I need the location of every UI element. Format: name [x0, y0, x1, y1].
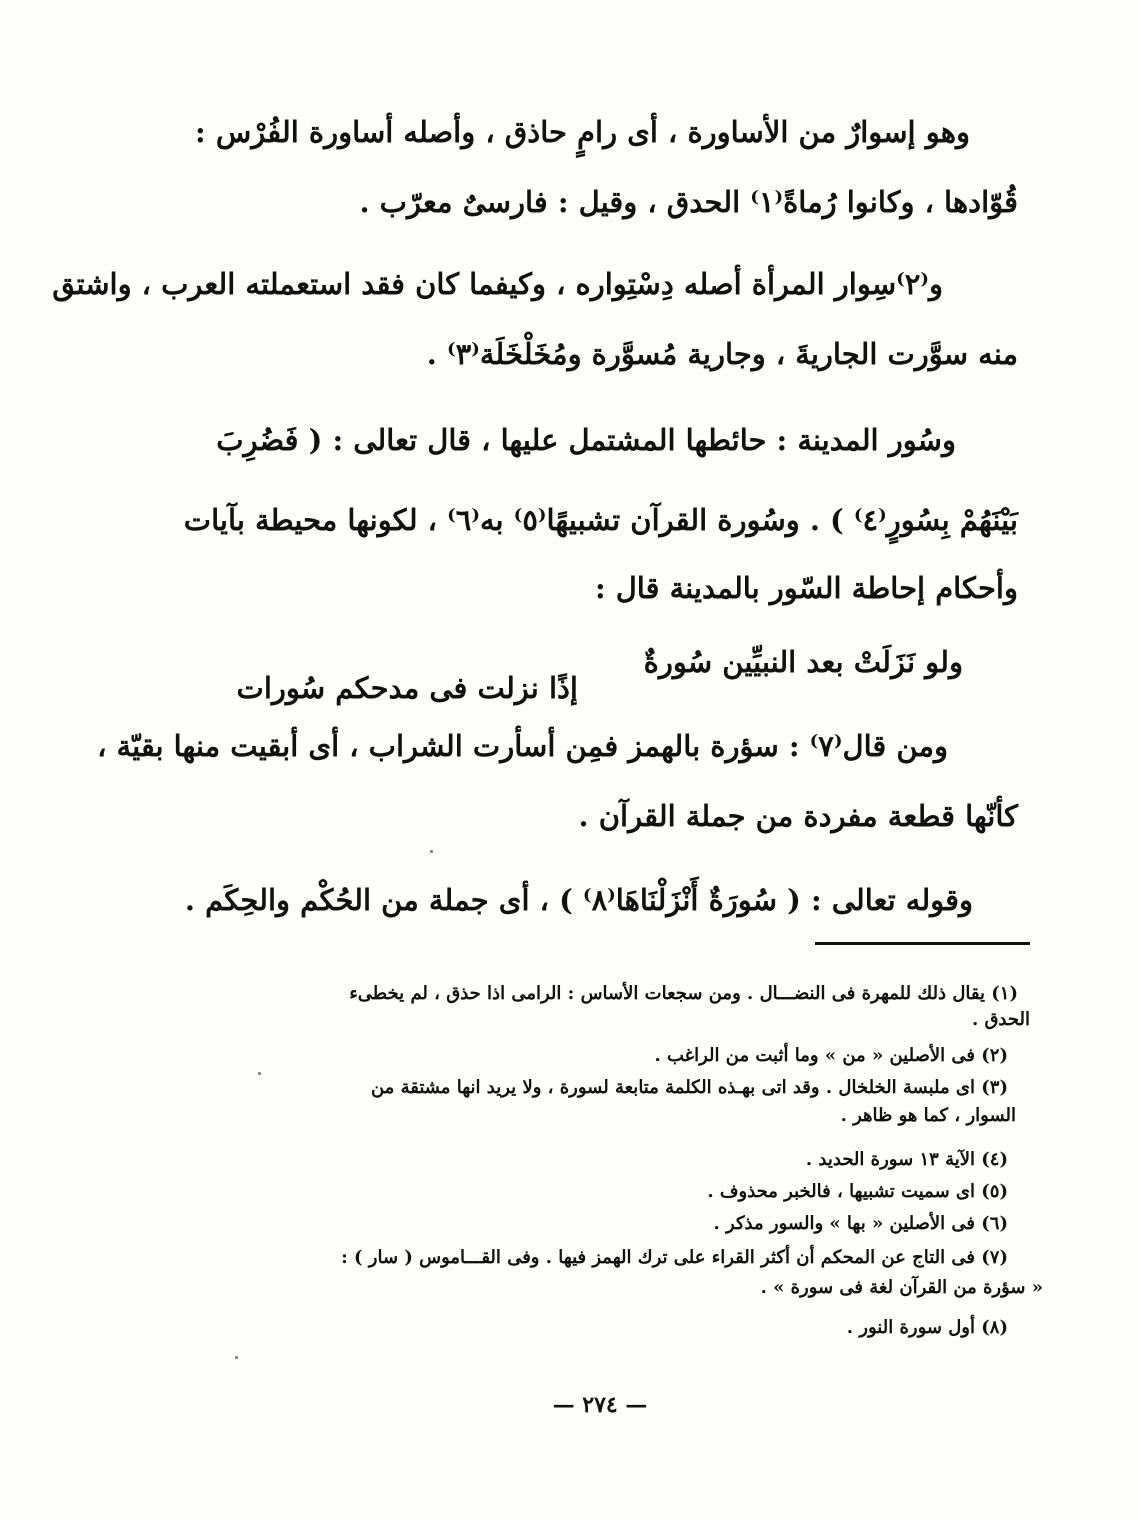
- footnote-4: (٤) الآية ١٣ سورة الحديد .: [805, 1149, 1008, 1170]
- scan-speck: [430, 850, 433, 853]
- footnote-7-cont: « سؤرة من القرآن لغة فى سورة » .: [760, 1277, 1043, 1298]
- scan-speck: [235, 1356, 238, 1359]
- footnote-separator: [815, 942, 1030, 945]
- footnote-6: (٦) فى الأصلين « بها » والسور مذكر .: [713, 1213, 1008, 1234]
- footnote-3: (٣) اى ملبسة الخلخال . وقد اتى بهـذه الكلمة متابعة لسورة ، ولا يريد انها مشتقة من: [370, 1077, 1008, 1098]
- body-line-8: ومن قال⁽٧⁾ : سؤرة بالهمز فمِن أسأرت الشراب ، أى أبقيت منها بقيّة ،: [97, 729, 948, 763]
- footnote-3-cont: السوار ، كما هو ظاهر .: [840, 1105, 1016, 1126]
- footnote-1-cont: الحدق .: [971, 1009, 1030, 1030]
- footnote-7: (٧) فى التاج عن المحكم أن أكثر القراء على ترك الهمز فيها . وفى القـــاموس ( سار ) :: [341, 1247, 1008, 1268]
- verse-hemistich-2: إذًا نزلت فى مدحكم سُورات: [236, 671, 578, 705]
- body-line-1: وهو إسوارٌ من الأساورة ، أى رامٍ حاذق ، وأصله أساورة الفُرْس :: [195, 115, 970, 149]
- footnote-5: (٥) اى سميت تشبيها ، فالخبر محذوف .: [707, 1181, 1008, 1202]
- body-line-2: قُوّادها ، وكانوا رُماةً⁽١⁾ الحدق ، وقيل : فارسىٌ معرّب .: [359, 185, 1018, 219]
- body-line-5: وسُور المدينة : حائطها المشتمل عليها ، قال تعالى : ( فَضُرِبَ: [216, 423, 956, 457]
- verse-hemistich-1: ولو نَزَلَتْ بعد النبيِّين سُورةٌ: [643, 645, 963, 679]
- body-line-9: كأنّها قطعة مفردة من جملة القرآن .: [578, 799, 1018, 833]
- footnote-1: (١) يقال ذلك للمهرة فى النضـــال . ومن سجعات الأساس : الرامى اذا حذق ، لم يخطىء: [349, 983, 1018, 1004]
- body-line-7: وأحكام إحاطة السّور بالمدينة قال :: [594, 571, 1018, 605]
- body-line-10: وقوله تعالى : ( سُورَةٌ أَنْزَلْنَاهَا⁽٨⁾ ) ، أى جملة من الحُكْم والحِكَم .: [184, 883, 973, 917]
- page-number: — ٢٧٤ —: [552, 1392, 648, 1418]
- footnote-8: (٨) أول سورة النور .: [846, 1317, 1008, 1338]
- footnote-2: (٢) فى الأصلين « من » وما أثبت من الراغب .: [654, 1045, 1008, 1066]
- body-line-3: و⁽٢⁾سِوار المرأة أصله دِسْتِواره ، وكيفما كان فقد استعملته العرب ، واشتق: [52, 267, 943, 301]
- body-line-6: بَيْنَهُمْ بِسُورٍ⁽٤⁾ ) . وسُورة القرآن تشبيهًا⁽٥⁾ به⁽٦⁾ ، لكونها محيطة بآيات: [183, 503, 1018, 537]
- body-line-4: منه سوَّرت الجاريةَ ، وجارية مُسوَّرة ومُخَلْخَلَة⁽٣⁾ .: [426, 337, 1018, 371]
- scan-speck: [258, 1072, 261, 1075]
